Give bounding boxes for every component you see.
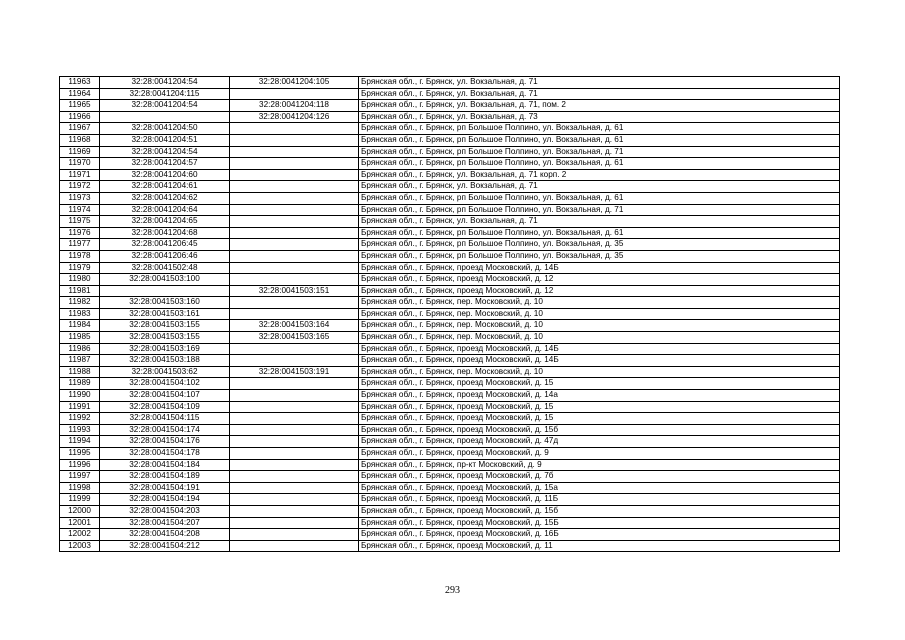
cadastral-number-cell: 32:28:0041204:54 <box>100 77 230 89</box>
cadastral-number-cell: 32:28:0041503:161 <box>100 308 230 320</box>
address-cell: Брянская обл., г. Брянск, ул. Вокзальная, д. 71 <box>359 216 840 228</box>
table-row <box>60 158 840 170</box>
related-cadastral-number-cell <box>230 192 359 204</box>
table-row <box>60 274 840 286</box>
address-cell: Брянская обл., г. Брянск, пер. Московский, д. 10 <box>359 332 840 344</box>
address-cell: Брянская обл., г. Брянск, рп Большое Полпино, ул. Вокзальная, д. 61 <box>359 192 840 204</box>
address-cell: Брянская обл., г. Брянск, проезд Московский, д. 14Б <box>359 343 840 355</box>
cadastral-number-cell: 32:28:0041204:54 <box>100 100 230 112</box>
table-row <box>60 424 840 436</box>
row-number-cell: 11991 <box>60 401 100 413</box>
related-cadastral-number-cell <box>230 540 359 552</box>
related-cadastral-number-cell <box>230 227 359 239</box>
table-row <box>60 390 840 402</box>
row-number-cell: 11981 <box>60 285 100 297</box>
related-cadastral-number-cell <box>230 250 359 262</box>
table-row <box>60 216 840 228</box>
table-row <box>60 448 840 460</box>
address-cell: Брянская обл., г. Брянск, рп Большое Полпино, ул. Вокзальная, д. 35 <box>359 250 840 262</box>
table-row <box>60 192 840 204</box>
row-number-cell: 11977 <box>60 239 100 251</box>
related-cadastral-number-cell: 32:28:0041503:151 <box>230 285 359 297</box>
cadastral-number-cell: 32:28:0041504:207 <box>100 517 230 529</box>
related-cadastral-number-cell <box>230 517 359 529</box>
cadastral-number-cell: 32:28:0041504:184 <box>100 459 230 471</box>
row-number-cell: 11990 <box>60 390 100 402</box>
table-row <box>60 332 840 344</box>
row-number-cell: 11980 <box>60 274 100 286</box>
row-number-cell: 11976 <box>60 227 100 239</box>
row-number-cell: 11992 <box>60 413 100 425</box>
table-row <box>60 378 840 390</box>
row-number-cell: 11973 <box>60 192 100 204</box>
row-number-cell: 11996 <box>60 459 100 471</box>
related-cadastral-number-cell <box>230 355 359 367</box>
related-cadastral-number-cell <box>230 181 359 193</box>
related-cadastral-number-cell <box>230 88 359 100</box>
address-cell: Брянская обл., г. Брянск, рп Большое Полпино, ул. Вокзальная, д. 61 <box>359 123 840 135</box>
row-number-cell: 11970 <box>60 158 100 170</box>
row-number-cell: 11994 <box>60 436 100 448</box>
row-number-cell: 11989 <box>60 378 100 390</box>
address-cell: Брянская обл., г. Брянск, пер. Московский, д. 10 <box>359 366 840 378</box>
cadastral-number-cell <box>100 111 230 123</box>
cadastral-number-cell: 32:28:0041504:189 <box>100 471 230 483</box>
address-cell: Брянская обл., г. Брянск, проезд Московский, д. 15 <box>359 401 840 413</box>
table-row <box>60 505 840 517</box>
cadastral-number-cell: 32:28:0041504:191 <box>100 482 230 494</box>
row-number-cell: 11968 <box>60 134 100 146</box>
address-cell: Брянская обл., г. Брянск, проезд Московский, д. 12 <box>359 274 840 286</box>
address-cell: Брянская обл., г. Брянск, пр-кт Московский, д. 9 <box>359 459 840 471</box>
related-cadastral-number-cell <box>230 297 359 309</box>
address-cell: Брянская обл., г. Брянск, проезд Московский, д. 7б <box>359 471 840 483</box>
address-cell: Брянская обл., г. Брянск, ул. Вокзальная, д. 71 корп. 2 <box>359 169 840 181</box>
address-cell: Брянская обл., г. Брянск, рп Большое Полпино, ул. Вокзальная, д. 61 <box>359 227 840 239</box>
address-cell: Брянская обл., г. Брянск, рп Большое Полпино, ул. Вокзальная, д. 35 <box>359 239 840 251</box>
table-row <box>60 320 840 332</box>
address-cell: Брянская обл., г. Брянск, проезд Московский, д. 11Б <box>359 494 840 506</box>
cadastral-number-cell: 32:28:0041503:155 <box>100 332 230 344</box>
table-row <box>60 517 840 529</box>
row-number-cell: 11995 <box>60 448 100 460</box>
cadastral-number-cell: 32:28:0041504:176 <box>100 436 230 448</box>
address-cell: Брянская обл., г. Брянск, проезд Московский, д. 15а <box>359 482 840 494</box>
row-number-cell: 11982 <box>60 297 100 309</box>
cadastral-number-cell: 32:28:0041206:46 <box>100 250 230 262</box>
table-row <box>60 297 840 309</box>
registry-table <box>59 76 840 552</box>
table-row <box>60 366 840 378</box>
table-row <box>60 88 840 100</box>
registry-table-body <box>60 77 840 552</box>
related-cadastral-number-cell: 32:28:0041204:118 <box>230 100 359 112</box>
address-cell: Брянская обл., г. Брянск, проезд Московский, д. 14Б <box>359 262 840 274</box>
address-cell: Брянская обл., г. Брянск, рп Большое Полпино, ул. Вокзальная, д. 71 <box>359 204 840 216</box>
cadastral-number-cell: 32:28:0041504:115 <box>100 413 230 425</box>
related-cadastral-number-cell <box>230 239 359 251</box>
related-cadastral-number-cell <box>230 158 359 170</box>
table-row <box>60 181 840 193</box>
table-row <box>60 285 840 297</box>
cadastral-number-cell: 32:28:0041504:102 <box>100 378 230 390</box>
address-cell: Брянская обл., г. Брянск, проезд Московский, д. 15 <box>359 378 840 390</box>
related-cadastral-number-cell <box>230 401 359 413</box>
table-row <box>60 169 840 181</box>
related-cadastral-number-cell <box>230 482 359 494</box>
row-number-cell: 11975 <box>60 216 100 228</box>
address-cell: Брянская обл., г. Брянск, проезд Московский, д. 16Б <box>359 529 840 541</box>
related-cadastral-number-cell <box>230 343 359 355</box>
cadastral-number-cell: 32:28:0041503:169 <box>100 343 230 355</box>
address-cell: Брянская обл., г. Брянск, проезд Московский, д. 9 <box>359 448 840 460</box>
address-cell: Брянская обл., г. Брянск, проезд Московский, д. 14Б <box>359 355 840 367</box>
related-cadastral-number-cell <box>230 471 359 483</box>
row-number-cell: 11998 <box>60 482 100 494</box>
address-cell: Брянская обл., г. Брянск, проезд Московский, д. 47д <box>359 436 840 448</box>
cadastral-number-cell: 32:28:0041204:68 <box>100 227 230 239</box>
table-row <box>60 540 840 552</box>
address-cell: Брянская обл., г. Брянск, рп Большое Полпино, ул. Вокзальная, д. 61 <box>359 134 840 146</box>
cadastral-number-cell: 32:28:0041502:48 <box>100 262 230 274</box>
address-cell: Брянская обл., г. Брянск, ул. Вокзальная, д. 73 <box>359 111 840 123</box>
table-row <box>60 401 840 413</box>
table-row <box>60 308 840 320</box>
page-number: 293 <box>445 585 460 596</box>
address-cell: Брянская обл., г. Брянск, проезд Московский, д. 15 <box>359 413 840 425</box>
cadastral-number-cell: 32:28:0041204:60 <box>100 169 230 181</box>
table-row <box>60 471 840 483</box>
table-row <box>60 482 840 494</box>
row-number-cell: 11966 <box>60 111 100 123</box>
row-number-cell: 11967 <box>60 123 100 135</box>
cadastral-number-cell: 32:28:0041204:54 <box>100 146 230 158</box>
cadastral-number-cell: 32:28:0041504:208 <box>100 529 230 541</box>
table-row <box>60 413 840 425</box>
table-row <box>60 436 840 448</box>
related-cadastral-number-cell <box>230 262 359 274</box>
address-cell: Брянская обл., г. Брянск, ул. Вокзальная, д. 71, пом. 2 <box>359 100 840 112</box>
address-cell: Брянская обл., г. Брянск, ул. Вокзальная, д. 71 <box>359 88 840 100</box>
row-number-cell: 11963 <box>60 77 100 89</box>
table-row <box>60 100 840 112</box>
cadastral-number-cell: 32:28:0041504:194 <box>100 494 230 506</box>
address-cell: Брянская обл., г. Брянск, ул. Вокзальная, д. 71 <box>359 181 840 193</box>
cadastral-number-cell: 32:28:0041504:212 <box>100 540 230 552</box>
cadastral-number-cell: 32:28:0041503:155 <box>100 320 230 332</box>
row-number-cell: 12002 <box>60 529 100 541</box>
cadastral-number-cell: 32:28:0041204:51 <box>100 134 230 146</box>
related-cadastral-number-cell <box>230 378 359 390</box>
related-cadastral-number-cell <box>230 123 359 135</box>
table-row <box>60 204 840 216</box>
table-row <box>60 239 840 251</box>
address-cell: Брянская обл., г. Брянск, пер. Московский, д. 10 <box>359 320 840 332</box>
row-number-cell: 11997 <box>60 471 100 483</box>
row-number-cell: 11986 <box>60 343 100 355</box>
cadastral-number-cell: 32:28:0041503:100 <box>100 274 230 286</box>
row-number-cell: 12001 <box>60 517 100 529</box>
cadastral-number-cell: 32:28:0041504:107 <box>100 390 230 402</box>
table-row <box>60 459 840 471</box>
row-number-cell: 12003 <box>60 540 100 552</box>
address-cell: Брянская обл., г. Брянск, проезд Московский, д. 14а <box>359 390 840 402</box>
related-cadastral-number-cell <box>230 424 359 436</box>
row-number-cell: 11983 <box>60 308 100 320</box>
address-cell: Брянская обл., г. Брянск, пер. Московский, д. 10 <box>359 297 840 309</box>
related-cadastral-number-cell <box>230 146 359 158</box>
related-cadastral-number-cell: 32:28:0041503:165 <box>230 332 359 344</box>
table-row <box>60 123 840 135</box>
related-cadastral-number-cell: 32:28:0041204:126 <box>230 111 359 123</box>
cadastral-number-cell: 32:28:0041503:188 <box>100 355 230 367</box>
row-number-cell: 11987 <box>60 355 100 367</box>
row-number-cell: 11984 <box>60 320 100 332</box>
table-row <box>60 355 840 367</box>
related-cadastral-number-cell <box>230 459 359 471</box>
related-cadastral-number-cell <box>230 169 359 181</box>
cadastral-number-cell: 32:28:0041204:61 <box>100 181 230 193</box>
row-number-cell: 11971 <box>60 169 100 181</box>
related-cadastral-number-cell <box>230 494 359 506</box>
cadastral-number-cell: 32:28:0041204:65 <box>100 216 230 228</box>
related-cadastral-number-cell <box>230 308 359 320</box>
address-cell: Брянская обл., г. Брянск, рп Большое Полпино, ул. Вокзальная, д. 61 <box>359 158 840 170</box>
address-cell: Брянская обл., г. Брянск, рп Большое Полпино, ул. Вокзальная, д. 71 <box>359 146 840 158</box>
row-number-cell: 11965 <box>60 100 100 112</box>
related-cadastral-number-cell: 32:28:0041204:105 <box>230 77 359 89</box>
related-cadastral-number-cell: 32:28:0041503:164 <box>230 320 359 332</box>
row-number-cell: 11985 <box>60 332 100 344</box>
row-number-cell: 11978 <box>60 250 100 262</box>
table-row <box>60 111 840 123</box>
table-row <box>60 250 840 262</box>
cadastral-number-cell: 32:28:0041503:62 <box>100 366 230 378</box>
cadastral-number-cell: 32:28:0041204:115 <box>100 88 230 100</box>
related-cadastral-number-cell <box>230 436 359 448</box>
related-cadastral-number-cell <box>230 529 359 541</box>
cadastral-number-cell: 32:28:0041204:62 <box>100 192 230 204</box>
cadastral-number-cell: 32:28:0041204:50 <box>100 123 230 135</box>
row-number-cell: 11972 <box>60 181 100 193</box>
related-cadastral-number-cell <box>230 448 359 460</box>
address-cell: Брянская обл., г. Брянск, проезд Московский, д. 15б <box>359 505 840 517</box>
table-row <box>60 146 840 158</box>
related-cadastral-number-cell <box>230 134 359 146</box>
cadastral-number-cell: 32:28:0041206:45 <box>100 239 230 251</box>
row-number-cell: 11999 <box>60 494 100 506</box>
row-number-cell: 11969 <box>60 146 100 158</box>
table-row <box>60 494 840 506</box>
cadastral-number-cell <box>100 285 230 297</box>
cadastral-number-cell: 32:28:0041504:203 <box>100 505 230 517</box>
address-cell: Брянская обл., г. Брянск, проезд Московский, д. 12 <box>359 285 840 297</box>
table-row <box>60 262 840 274</box>
related-cadastral-number-cell <box>230 204 359 216</box>
address-cell: Брянская обл., г. Брянск, проезд Московский, д. 15б <box>359 424 840 436</box>
row-number-cell: 11993 <box>60 424 100 436</box>
row-number-cell: 11979 <box>60 262 100 274</box>
table-row <box>60 227 840 239</box>
cadastral-number-cell: 32:28:0041204:57 <box>100 158 230 170</box>
related-cadastral-number-cell <box>230 505 359 517</box>
cadastral-number-cell: 32:28:0041504:174 <box>100 424 230 436</box>
related-cadastral-number-cell <box>230 274 359 286</box>
row-number-cell: 11974 <box>60 204 100 216</box>
table-row <box>60 343 840 355</box>
table-row <box>60 529 840 541</box>
table-row <box>60 77 840 89</box>
address-cell: Брянская обл., г. Брянск, пер. Московский, д. 10 <box>359 308 840 320</box>
cadastral-number-cell: 32:28:0041204:64 <box>100 204 230 216</box>
row-number-cell: 11988 <box>60 366 100 378</box>
row-number-cell: 12000 <box>60 505 100 517</box>
cadastral-number-cell: 32:28:0041503:160 <box>100 297 230 309</box>
cadastral-number-cell: 32:28:0041504:109 <box>100 401 230 413</box>
table-row <box>60 134 840 146</box>
related-cadastral-number-cell <box>230 390 359 402</box>
row-number-cell: 11964 <box>60 88 100 100</box>
address-cell: Брянская обл., г. Брянск, проезд Московский, д. 15Б <box>359 517 840 529</box>
related-cadastral-number-cell: 32:28:0041503:191 <box>230 366 359 378</box>
related-cadastral-number-cell <box>230 413 359 425</box>
address-cell: Брянская обл., г. Брянск, проезд Московский, д. 11 <box>359 540 840 552</box>
address-cell: Брянская обл., г. Брянск, ул. Вокзальная, д. 71 <box>359 77 840 89</box>
cadastral-number-cell: 32:28:0041504:178 <box>100 448 230 460</box>
related-cadastral-number-cell <box>230 216 359 228</box>
